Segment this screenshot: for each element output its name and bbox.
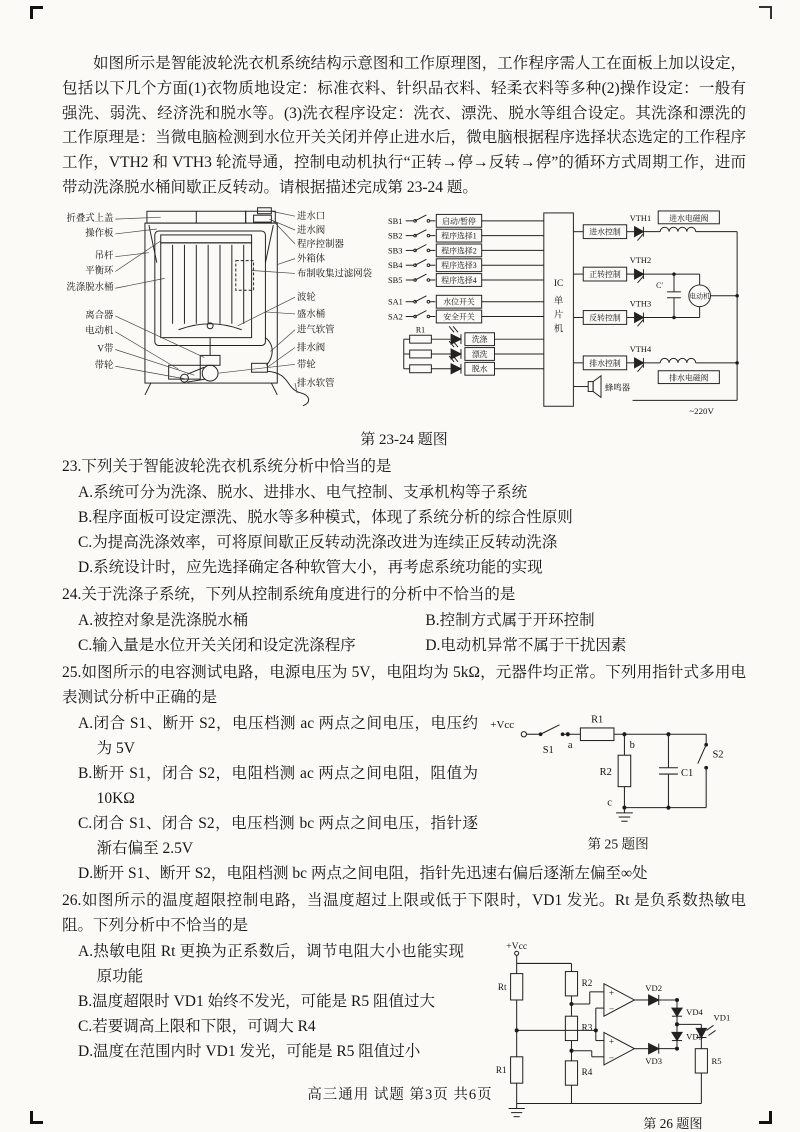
sb4-label: SB4 bbox=[387, 260, 403, 270]
machine-label: 进水阀 bbox=[297, 225, 326, 236]
question-25-options bbox=[62, 711, 478, 862]
machine-label: 吊杆 bbox=[94, 251, 114, 262]
ctrl-reverse-label: 反转控制 bbox=[589, 313, 621, 323]
inlet-valve-label: 进水电磁阀 bbox=[669, 213, 709, 223]
comp2-plus: + bbox=[609, 1036, 615, 1047]
question-23-option-c: C.为提高洗涤效率，可将原间歇正反转动洗涤改进为连续正反转动洗涤 bbox=[78, 533, 558, 551]
control-circuit-diagram bbox=[386, 207, 746, 426]
supply-label: ~220V bbox=[689, 405, 714, 416]
question-26-option-b: B.温度超限时 VD1 始终不发光，可能是 R5 阻值过大 bbox=[78, 993, 435, 1011]
question-25-option-a: A.闭合 S1、断开 S2，电压档测 ac 两点之间电压，电压约为 5V bbox=[78, 714, 478, 757]
question-23-option-d: D.系统设计时，应先选择确定各种软管大小，再考虑系统功能的实现 bbox=[78, 558, 543, 576]
vd4-label: VD4 bbox=[686, 1007, 703, 1018]
sb3-label: SB3 bbox=[387, 246, 403, 256]
rt-label: Rt bbox=[497, 981, 507, 992]
motor-label: 电动机 bbox=[689, 293, 710, 301]
r4-label: R4 bbox=[581, 1067, 593, 1078]
crop-mark-top-left bbox=[30, 6, 43, 19]
question-25-body bbox=[62, 711, 746, 862]
sb5-function: 程序选择4 bbox=[441, 275, 477, 285]
question-25-option-d: D.断开 S1、断开 S2，电阻档测 bc 两点之间电阻，指针先迅速右偏后逐渐左偏至∞处 bbox=[78, 865, 648, 883]
question-23-stem: 23.下列关于智能波轮洗衣机系统分析中恰当的是 bbox=[62, 457, 392, 475]
drain-valve-label: 排水电磁阀 bbox=[669, 373, 709, 383]
s1-label: S1 bbox=[542, 744, 554, 756]
question-24-options bbox=[78, 608, 746, 658]
question-26-options bbox=[62, 939, 464, 1065]
ic-char-2: 片 bbox=[553, 310, 564, 321]
capacitor-test-circuit bbox=[484, 711, 746, 856]
machine-label: 电动机 bbox=[85, 326, 114, 337]
machine-label: 盛水桶 bbox=[297, 309, 326, 320]
question-24-option-c: C.输入量是水位开关关闭和设定洗涤程序 bbox=[78, 636, 356, 654]
machine-label: 平衡环 bbox=[85, 266, 114, 277]
machine-label: 带轮 bbox=[297, 360, 316, 371]
machine-labels bbox=[66, 210, 372, 389]
motor-cap-label: C′ bbox=[656, 280, 664, 290]
r3-label: R3 bbox=[581, 1022, 593, 1033]
question-24-option-b: B.控制方式属于开环控制 bbox=[425, 611, 595, 629]
question-23 bbox=[62, 455, 746, 580]
question-25-stem: 25.如图所示的电容测试电路，电源电压为 5V，电阻均为 5kΩ，元器件均正常。下列用指针式多用电表测试分析中正确的是 bbox=[62, 664, 746, 706]
question-24 bbox=[62, 583, 746, 658]
sa1-function: 水位开关 bbox=[443, 297, 475, 307]
washing-machine-diagram bbox=[62, 207, 378, 411]
vth2-label: VTH2 bbox=[629, 256, 652, 266]
question-25-option-c: C.闭合 S1、闭合 S2，电压档测 bc 两点之间电压，指针逐渐右偏至 2.5V bbox=[78, 815, 478, 858]
crop-mark-top-right bbox=[759, 6, 772, 19]
machine-label: 波轮 bbox=[297, 292, 316, 303]
figure-25-caption: 第 25 题图 bbox=[587, 836, 649, 852]
q25-circuit-shapes bbox=[521, 724, 707, 820]
machine-label: 带轮 bbox=[94, 361, 114, 372]
sb1-label: SB1 bbox=[387, 216, 403, 226]
question-24-stem: 24.关于洗涤子系统，下列从控制系统角度进行的分析中不恰当的是 bbox=[62, 586, 516, 604]
r1-label: R1 bbox=[415, 325, 426, 335]
machine-label: V带 bbox=[97, 344, 114, 355]
vd3-label: VD3 bbox=[645, 1055, 663, 1066]
question-26-option-c: C.若要调高上限和下限，可调大 R4 bbox=[78, 1018, 316, 1036]
r2-label: R2 bbox=[581, 977, 593, 988]
sa2-label: SA2 bbox=[387, 312, 403, 322]
vth4-label: VTH4 bbox=[629, 344, 652, 354]
ic-char-1: 单 bbox=[553, 296, 564, 307]
sb5-label: SB5 bbox=[387, 275, 403, 285]
machine-label: 程序控制器 bbox=[297, 239, 344, 250]
point-b-label: b bbox=[629, 739, 635, 751]
machine-label: 折叠式上盖 bbox=[66, 213, 114, 224]
machine-label: 离合器 bbox=[85, 310, 114, 321]
question-24-option-d: D.电动机异常不属于干扰因素 bbox=[425, 636, 627, 654]
vd5-label: VD5 bbox=[686, 1031, 703, 1042]
sb1-function: 启动/暂停 bbox=[442, 216, 476, 226]
r1-label: R1 bbox=[495, 1065, 507, 1076]
sa2-function: 安全开关 bbox=[443, 312, 475, 322]
led-spin-label: 脱水 bbox=[471, 364, 488, 374]
sb2-function: 程序选择1 bbox=[441, 231, 477, 241]
question-25-figure bbox=[484, 711, 746, 856]
sb2-label: SB2 bbox=[387, 231, 403, 241]
vcc-label: +Vcc bbox=[490, 718, 515, 731]
question-26-option-d: D.温度在范围内时 VD1 发光，可能是 R5 阻值过小 bbox=[78, 1043, 421, 1061]
vth1-label: VTH1 bbox=[629, 213, 652, 223]
circuit-labels bbox=[388, 213, 714, 416]
crop-mark-bottom-right bbox=[759, 1111, 772, 1124]
question-23-option-b: B.程序面板可设定漂洗、脱水等多种模式，体现了系统分析的综合性原则 bbox=[78, 508, 573, 526]
ic-char-3: 机 bbox=[553, 324, 564, 335]
sa1-label: SA1 bbox=[387, 297, 403, 307]
comp1-plus: + bbox=[609, 987, 615, 998]
ctrl-forward-label: 正转控制 bbox=[589, 269, 621, 279]
page-content bbox=[62, 52, 746, 1132]
point-c-label: c bbox=[607, 797, 612, 809]
machine-label: 排水阀 bbox=[297, 343, 326, 354]
ctrl-drain-label: 排水控制 bbox=[589, 358, 621, 368]
machine-label: 操作板 bbox=[85, 228, 114, 239]
r5-label: R5 bbox=[711, 1055, 722, 1066]
comp2-minus: − bbox=[609, 1052, 615, 1063]
question-24-option-a: A.被控对象是洗涤脱水桶 bbox=[78, 611, 249, 629]
buzzer-label: 蜂鸣器 bbox=[604, 383, 631, 393]
r2-label: R2 bbox=[599, 766, 612, 778]
machine-label: 进气软管 bbox=[297, 325, 335, 336]
question-26-option-a: A.热敏电阻 Rt 更换为正系数后，调节电阻大小也能实现原功能 bbox=[78, 942, 464, 986]
intro-paragraph: 如图所示是智能波轮洗衣机系统结构示意图和工作原理图，工作程序需人工在面板上加以设定，包括以下几个方面(1)衣物质地设定：标准衣料、针织品衣料、轻柔衣料等多种(2)操作设定：一般有强洗、弱洗、经济洗和脱水等。(3)洗衣程序设定：洗衣、漂洗、脱水等组合设定。其洗涤和漂洗的工作原理是：当微电脑检测到水位开关关闭并停止进水后，微电脑根据程序选择状态选定的工作程序工作，VTH2 和 VTH3 轮流导通，控制电动机执行“正转→停→反转→停”的循环方式周期工作，进而带动洗涤脱水桶间歇正反转动。请根据描述完成第 23-24 题。 bbox=[62, 55, 746, 196]
r1-label: R1 bbox=[591, 714, 604, 726]
machine-label: 洗涤脱水桶 bbox=[66, 283, 114, 294]
question-23-option-a: A.系统可分为洗涤、脱水、进排水、电气控制、支承机构等子系统 bbox=[78, 483, 528, 501]
figure-23-24-caption: 第 23-24 题图 bbox=[360, 431, 448, 448]
vd2-label: VD2 bbox=[645, 982, 663, 993]
q25-circuit-labels bbox=[490, 714, 723, 851]
ic-label: IC bbox=[553, 278, 564, 289]
question-25-option-b: B.断开 S1，闭合 S2，电阻档测 ac 两点之间电阻，阻值为 10KΩ bbox=[78, 764, 478, 807]
sb4-function: 程序选择3 bbox=[441, 260, 477, 270]
led-rinse-label: 漂洗 bbox=[471, 349, 488, 359]
page-footer: 高三通用 试题 第3页 共6页 bbox=[307, 1087, 493, 1103]
sb3-function: 程序选择2 bbox=[441, 246, 477, 256]
machine-label: 进水口 bbox=[297, 211, 326, 222]
machine-label: 外箱体 bbox=[297, 254, 326, 265]
s2-label: S2 bbox=[712, 748, 724, 760]
crop-mark-bottom-left bbox=[30, 1111, 43, 1124]
ctrl-inlet-label: 进水控制 bbox=[589, 227, 621, 237]
c1-label: C1 bbox=[681, 767, 694, 779]
machine-label: 布制收集过滤网袋 bbox=[297, 269, 373, 280]
led-wash-label: 洗涤 bbox=[471, 334, 488, 344]
question-26-stem: 26.如图所示的温度超限控制电路，当温度超过上限或低于下限时，VD1 发光。Rt 是负系数热敏电阻。下列分析中不恰当的是 bbox=[62, 892, 746, 935]
figure-26-caption: 第 26 题图 bbox=[643, 1115, 703, 1131]
figure-23-24 bbox=[62, 207, 746, 426]
point-a-label: a bbox=[567, 739, 573, 751]
comp1-minus: − bbox=[609, 1004, 615, 1015]
vth3-label: VTH3 bbox=[629, 299, 652, 309]
machine-label: 排水软管 bbox=[297, 378, 335, 389]
vcc-label: +Vcc bbox=[506, 941, 528, 953]
question-25 bbox=[62, 661, 746, 886]
vd1-label: VD1 bbox=[713, 1012, 731, 1023]
